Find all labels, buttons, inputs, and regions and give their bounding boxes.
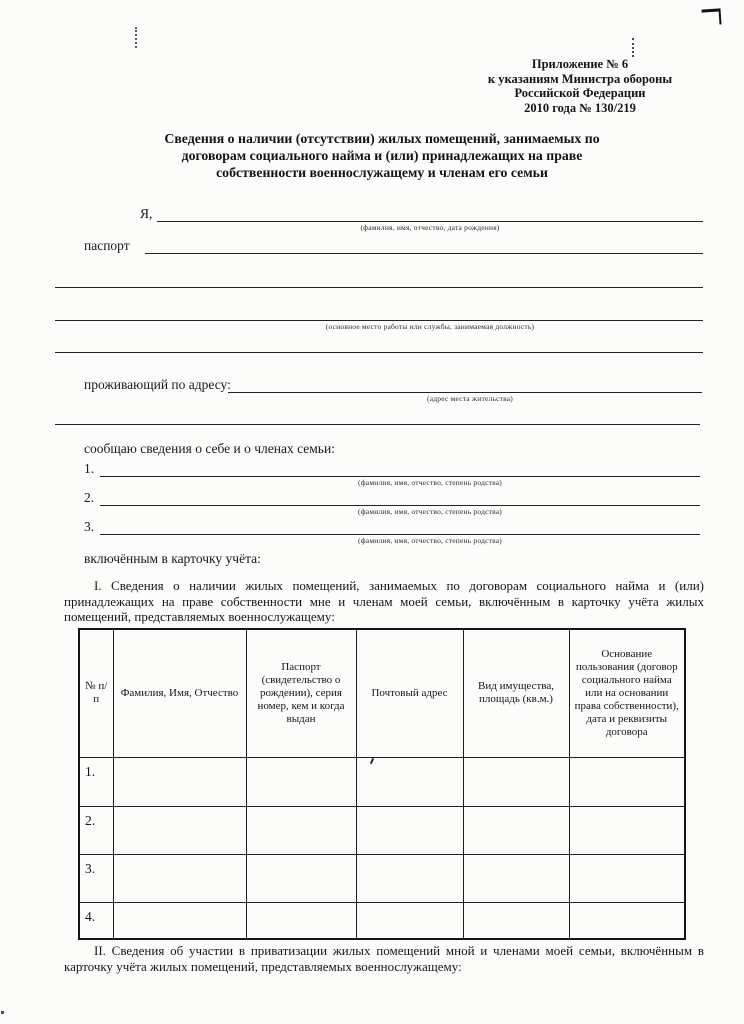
col-header-number: № п/п — [79, 629, 113, 757]
passport-label: паспорт — [84, 238, 130, 253]
appendix-line: Российской Федерации — [514, 86, 646, 101]
ya-fill-line — [157, 207, 703, 222]
table-row — [79, 757, 685, 806]
table-cell — [463, 902, 569, 939]
table-cell — [246, 757, 356, 806]
housing-table — [78, 628, 686, 940]
scan-corner-artifact — [701, 8, 721, 25]
passport-fill-line — [145, 239, 703, 254]
address-fill-line — [228, 378, 702, 393]
row-number-cell: 4. — [79, 902, 113, 939]
appendix-header — [420, 57, 740, 115]
title-line: Сведения о наличии (отсутствии) жилых помещений, занимаемых по — [164, 131, 600, 146]
table-cell — [463, 854, 569, 902]
card-note-label: включённым в карточку учёта: — [84, 551, 261, 566]
work-caption: (основное место работы или службы, занимаемая должность) — [325, 322, 535, 331]
row-number-cell: 1. — [79, 757, 113, 806]
col-header-name: Фамилия, Имя, Отчество — [113, 629, 246, 757]
ya-caption: (фамилия, имя, отчество, дата рождения) — [360, 223, 500, 232]
table-cell — [569, 854, 685, 902]
title-line: договорам социального найма и (или) принадлежащих на праве — [181, 147, 583, 163]
table-header-row — [79, 629, 685, 757]
address-label: проживающий по адресу: — [84, 377, 231, 392]
paragraph-line: помещений, представляемых военнослужащему: — [64, 609, 335, 625]
table-cell — [246, 854, 356, 902]
family-fill-line — [100, 491, 700, 506]
table-cell — [113, 806, 246, 854]
table-cell — [246, 902, 356, 939]
table-cell — [569, 757, 685, 806]
scan-dash-artifact-right — [632, 38, 634, 57]
table-cell — [356, 757, 463, 806]
paragraph-line: II. Сведения об участии в приватизации жилых помещений мной и членами моей семьи, включённым в — [94, 943, 704, 958]
paragraph-line: I. Сведения о наличии жилых помещений, занимаемых по договорам социального найма и (или) — [94, 578, 704, 593]
blank-fill-line — [55, 273, 703, 288]
family-caption: (фамилия, имя, отчество, степень родства) — [358, 536, 502, 545]
appendix-line: к указаниям Министра обороны — [487, 71, 673, 86]
table-cell — [569, 806, 685, 854]
table-cell — [113, 902, 246, 939]
table-cell — [246, 806, 356, 854]
table-cell — [356, 854, 463, 902]
scan-bottom-dot-artifact — [1, 1011, 4, 1014]
col-header-property-type: Вид имущества, площадь (кв.м.) — [463, 629, 569, 757]
col-header-passport: Паспорт (свидетельство о рождении), серия номер, кем и когда выдан — [246, 629, 356, 757]
table-cell — [356, 806, 463, 854]
blank-fill-line — [55, 410, 700, 425]
family-row-number: 2. — [84, 490, 95, 505]
paragraph-line: принадлежащих на праве собственности мне и членам моей семьи, включённым в карточку учёта жилых — [64, 593, 704, 609]
row-number-cell: 3. — [79, 854, 113, 902]
section2-intro — [64, 943, 704, 974]
family-row-number: 3. — [84, 519, 95, 534]
table-cell — [113, 854, 246, 902]
family-caption: (фамилия, имя, отчество, степень родства) — [358, 507, 502, 516]
table-cell — [569, 902, 685, 939]
page-title — [122, 131, 642, 181]
col-header-postal-address: Почтовый адрес — [356, 629, 463, 757]
scan-dash-artifact-left — [135, 27, 137, 48]
row-number-cell: 2. — [79, 806, 113, 854]
table-cell — [356, 902, 463, 939]
family-fill-line — [100, 462, 700, 477]
table-cell — [113, 757, 246, 806]
title-line: собственности военнослужащему и членам его семьи — [216, 164, 548, 180]
table-row — [79, 854, 685, 902]
family-intro-label: сообщаю сведения о себе и о членах семьи: — [84, 441, 335, 456]
family-caption: (фамилия, имя, отчество, степень родства) — [358, 478, 502, 487]
table-cell — [463, 757, 569, 806]
address-caption: (адрес места жительства) — [427, 394, 513, 403]
ya-label: Я, — [140, 206, 153, 221]
appendix-line: 2010 года № 130/219 — [524, 100, 636, 115]
section1-intro — [64, 578, 704, 625]
paragraph-line: карточку учёта жилых помещений, представляемых военнослужащему: — [64, 958, 462, 974]
blank-fill-line — [55, 338, 703, 353]
family-row-number: 1. — [84, 461, 95, 476]
table-cell — [463, 806, 569, 854]
table-row — [79, 806, 685, 854]
work-fill-line — [55, 306, 703, 321]
table-row — [79, 902, 685, 939]
family-fill-line — [100, 520, 700, 535]
appendix-line: Приложение № 6 — [531, 57, 629, 71]
col-header-usage-basis: Основание пользования (договор социального найма или на основании права собственности), дата и реквизиты договора — [569, 629, 685, 757]
